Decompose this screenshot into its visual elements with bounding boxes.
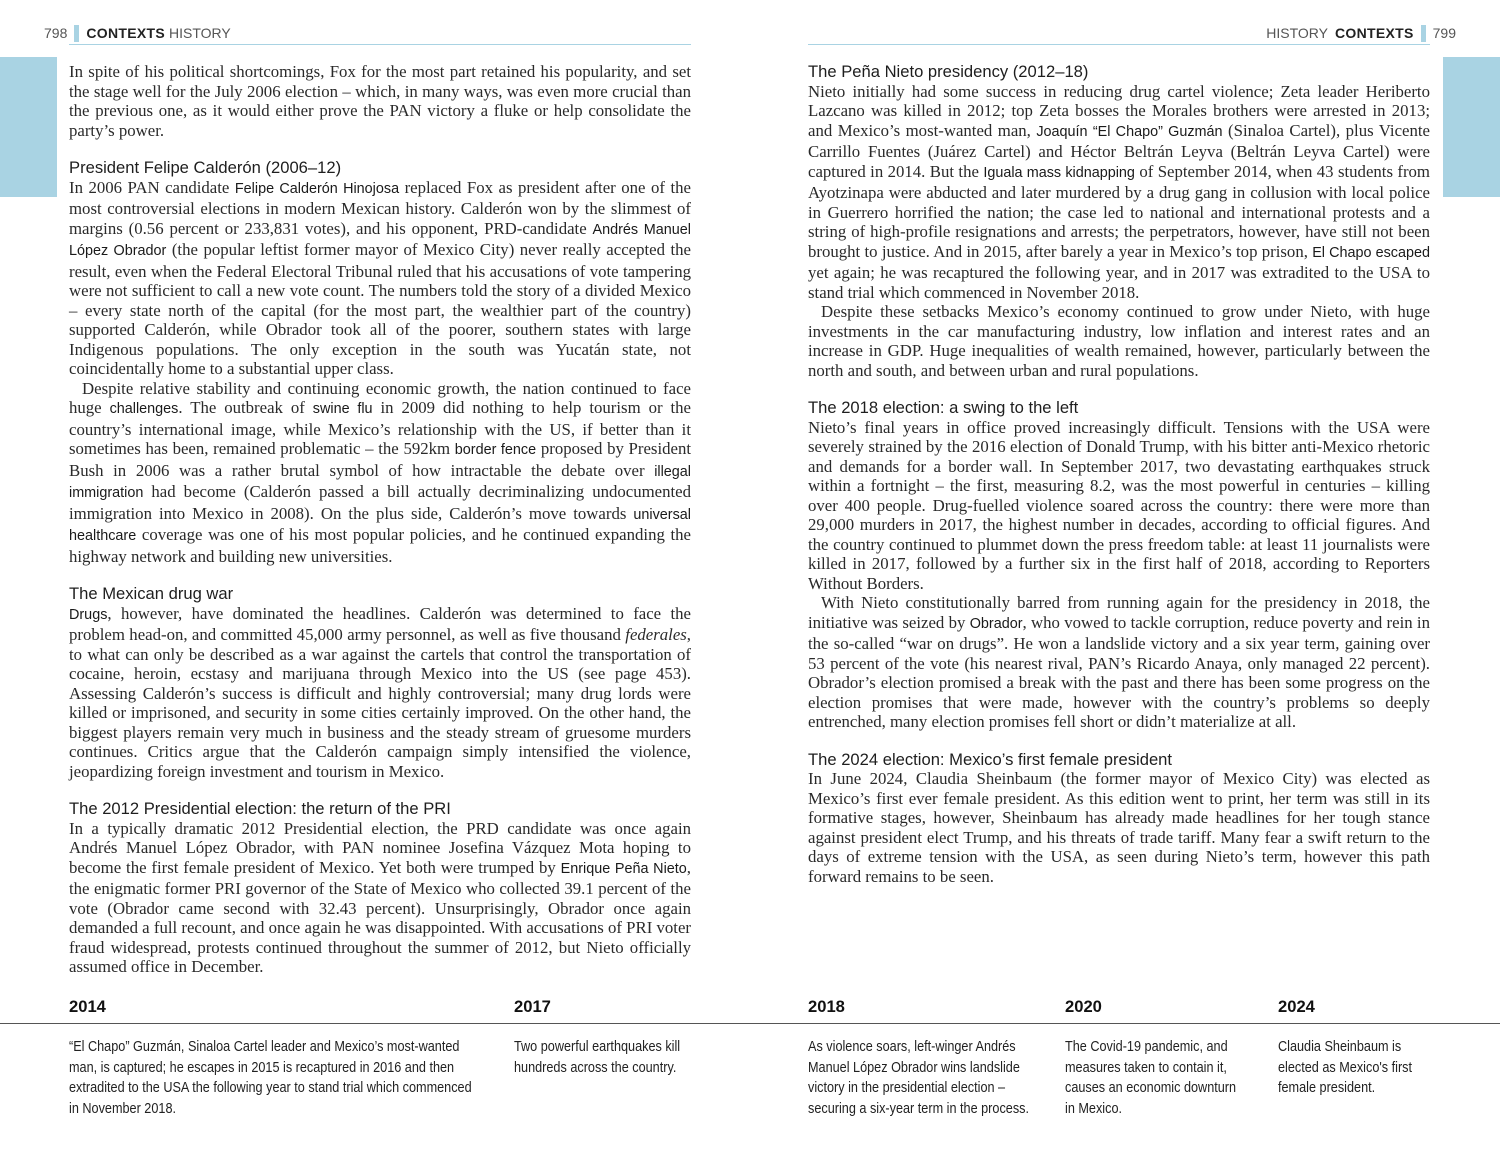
calderon-paragraph-1: In 2006 PAN candidate Felipe Calderón Hinojosa replaced Fox as president after one of the most controversial elections in modern Mexican history. Calderón won by the slimmest of margins (0.56 percent or 233,831 votes), and his opponent, PRD-candidate Andrés Manuel López Obrador (the popular leftist former mayor of Mexico City) never really accepted the result, even when the Federal Electoral Tribunal ruled that his accusations of vote tampering were not sufficient to call a new vote count. The numbers told the story of a divided Mexico – every state north of the capital (for the most part, the wealthier part of the country) supported Calderón, while Obrador took all of the poorer, southern states with large Indigenous populations. The only exception in the south was Yucatán state, not coincidentally home to a substantial upper class. [69,177,691,378]
timeline-text-2014: “El Chapo” Guzmán, Sinaloa Cartel leader and Mexico’s most-wanted man, is captured; he escapes in 2015 is recaptured in 2016 and then extradited to the USA the following year to stand trial which commenced in November 2018. [69,1039,472,1117]
keyword-pena-nieto: Enrique Peña Nieto [560,860,687,877]
timeline-rule [0,1023,1500,1024]
heading-2012-election: The 2012 Presidential election: the return of the PRI [69,799,451,818]
keyword-swine-flu: swine flu [312,401,373,417]
timeline-year-2020: 2020 [1065,997,1102,1016]
running-head-bar-left [74,25,79,42]
header-rule-right [808,44,1430,45]
timeline-year-2018: 2018 [808,997,845,1016]
timeline-year-2017: 2017 [514,997,551,1016]
election-2018-paragraph-2: With Nieto constitutionally barred from running again for the presidency in 2018, the initiative was seized by Obrador, who vowed to tackle corruption, reduce poverty and rein in the so-called “war on drugs”. He won a landslide victory and a six year term, gaining over 53 percent of the vote (his nearest rival, PAN’s Ricardo Anaya, only managed 22 percent). Obrador’s election promised a break with the past and there has been some progress on the election promises that were made, however with the country’s problems so deeply entrenched, many election promises fell short or didn’t materialize at all. [808,593,1430,731]
keyword-obrador-2018: Obrador [969,615,1023,632]
subsection-label-left: HISTORY [169,25,231,41]
keyword-calderon: Felipe Calderón Hinojosa [234,180,400,197]
keyword-drugs: Drugs [69,606,108,623]
left-column [69,62,691,977]
heading-pena-nieto: The Peña Nieto presidency (2012–18) [808,62,1089,81]
thumb-tab-right [1443,57,1500,197]
keyword-universal-healthcare: universal healthcare [69,506,691,544]
heading-2024-election: The 2024 election: Mexico’s first female president [808,749,1173,769]
subsection-label-right: HISTORY [1266,25,1328,41]
intro-paragraph: In spite of his political shortcomings, Fox for the most part retained his popularity, and set the stage well for the July 2006 election – which, in many ways, was even more crucial than the previous one, as it would either prove the PAN victory a fluke or help consolidate the party’s power. [69,62,691,140]
italic-federales: federales [625,625,687,644]
heading-calderon: President Felipe Calderón (2006–12) [69,158,342,177]
page-number-right: 799 [1432,25,1456,41]
right-column [808,62,1430,886]
keyword-el-chapo-escaped: El Chapo escaped [1312,244,1430,261]
timeline-text-2020: The Covid-19 pandemic, and measures taken to contain it, causes an economic downturn in Mexico. [1065,1039,1237,1117]
timeline-text-2018: As violence soars, left-winger Andrés Manuel López Obrador wins landslide victory in the presidential election – securing a six-year term in the process. [808,1039,1030,1117]
running-head-right [1266,24,1456,42]
election-2012-paragraph: In a typically dramatic 2012 Presidential election, the PRD candidate was once again Andrés Manuel López Obrador, with PAN nominee Josefina Vázquez Mota hoping to become the first female president of Mexico. Yet both were trumped by Enrique Peña Nieto, the enigmatic former PRI governor of the State of Mexico who collected 39.1 percent of the vote (Obrador came second with 32.43 percent). Unsurprisingly, Obrador once again demanded a full recount, and once again he was disappointed. With accusations of PRI voter fraud widespread, protests continued throughout the summer of 2012, but Nieto officially assumed office in December. [69,818,691,976]
calderon-paragraph-2: Despite relative stability and continuing economic growth, the nation continued to face huge challenges. The outbreak of swine flu in 2009 did nothing to help tourism or the country’s international image, while Mexico’s relationship with the US, if better than it sometimes has been, remained problematic – the 592km border fence proposed by President Bush in 2006 was a rather brutal symbol of how intractable the debate over illegal immigration had become (Calderón passed a bill actually decriminalizing undocumented immigration into Mexico in 2008). On the plus side, Calderón’s move towards universal healthcare coverage was one of his most popular policies, and he continued expanding the highway network and building new universities. [69,378,692,566]
header-rule-left [69,44,691,45]
timeline-year-2024: 2024 [1278,997,1315,1016]
heading-drug-war: The Mexican drug war [69,584,234,603]
page-number-left: 798 [44,25,68,41]
timeline-text-2024: Claudia Sheinbaum is elected as Mexico's first female president. [1278,1039,1413,1096]
heading-2018-election: The 2018 election: a swing to the left [808,398,1079,417]
running-head-left [44,24,231,42]
keyword-challenges: challenges [109,401,179,417]
nieto-paragraph-1: Nieto initially had some success in reducing drug cartel violence; Zeta leader Heriberto Lazcano was killed in 2012; top Zeta bosses the Morales brothers were arrested in 2013; and Mexico’s most-wanted man, Joaquín “El Chapo” Guzmán (Sinaloa Cartel), plus Vicente Carrillo Fuentes (Juárez Cartel) and Héctor Beltrán Leyva (Beltrán Leyva Cartel) were captured in 2014. But the Iguala mass kidnapping of September 2014, when 43 students from Ayotzinapa were abducted and later murdered by a drug gang in collusion with local police in Guerrero horrified the nation; the case led to national and international protests and a string of high-profile resignations and arrests; the perpetrators, however, have still not been brought to justice. And in 2015, after barely a year in Mexico’s top prison, El Chapo escaped yet again; he was recaptured the following year, and in 2017 was extradited to the USA to stand trial which commenced in November 2018. [808,81,1430,302]
thumb-tab-left [0,57,57,197]
drug-war-paragraph: Drugs, however, have dominated the headlines. Calderón was determined to face the problem head-on, and committed 45,000 army personnel, as well as five thousand federales, to what can only be described as a war against the cartels that control the transportation of cocaine, heroin, ecstasy and marijuana through Mexico into the US (see page 453). Assessing Calderón’s success is difficult and highly controversial; many drug lords were killed or imprisoned, and security in some cities certainly improved. On the other hand, the biggest players remain very much in business and the steady stream of gruesome murders continues. Critics argue that the Calderón campaign simply intensified the violence, jeopardizing foreign investment and tourism in Mexico. [69,603,691,781]
running-head-bar-right [1421,25,1426,42]
keyword-obrador: Andrés Manuel López Obrador [69,221,691,259]
timeline-text-2017: Two powerful earthquakes kill hundreds across the country. [514,1039,681,1076]
keyword-el-chapo: Joaquín “El Chapo” Guzmán [1036,123,1223,140]
election-2024-paragraph: In June 2024, Claudia Sheinbaum (the former mayor of Mexico City) was elected as Mexico’s first ever female president. As this edition went to print, her term was still in its formative stages, however, Sheinbaum has already made headlines for her tough stance against president elect Trump, and his threats of trade tariff. Many fear a swift return to the days of extreme tension with the USA, as seen during Nieto’s term, however this path forward remains to be seen. [808,769,1430,886]
keyword-border-fence: border fence [454,442,537,458]
nieto-paragraph-2: Despite these setbacks Mexico’s economy continued to grow under Nieto, with huge investments in the car manufacturing industry, low inflation and interest rates and an increase in GDP. Huge inequalities of wealth remained, however, particularly between the north and south, and between urban and rural populations. [808,302,1430,380]
section-label-left: CONTEXTS [86,25,165,41]
keyword-illegal-immigration: illegal immigration [69,463,691,501]
election-2018-paragraph-1: Nieto’s final years in office proved increasingly difficult. Tensions with the USA were severely strained by the 2016 election of Donald Trump, with his bitter anti-Mexico rhetoric and demands for a border wall. In September 2017, two devastating earthquakes struck within a fortnight – the first, measuring 8.2, was the most powerful in centuries – killing over 400 people. Drug-fuelled violence soared across the country: there were more than 29,000 murders in 2017, the highest number in decades, according to official figures. And the country continued to plummet down the press freedom table: at least 11 journalists were killed in 2017, followed by a further six in the first half of 2018, according to Reporters Without Borders. [808,417,1430,593]
timeline-year-2014: 2014 [69,997,106,1016]
keyword-iguala: Iguala mass kidnapping [983,164,1135,181]
section-label-right: CONTEXTS [1335,25,1414,41]
